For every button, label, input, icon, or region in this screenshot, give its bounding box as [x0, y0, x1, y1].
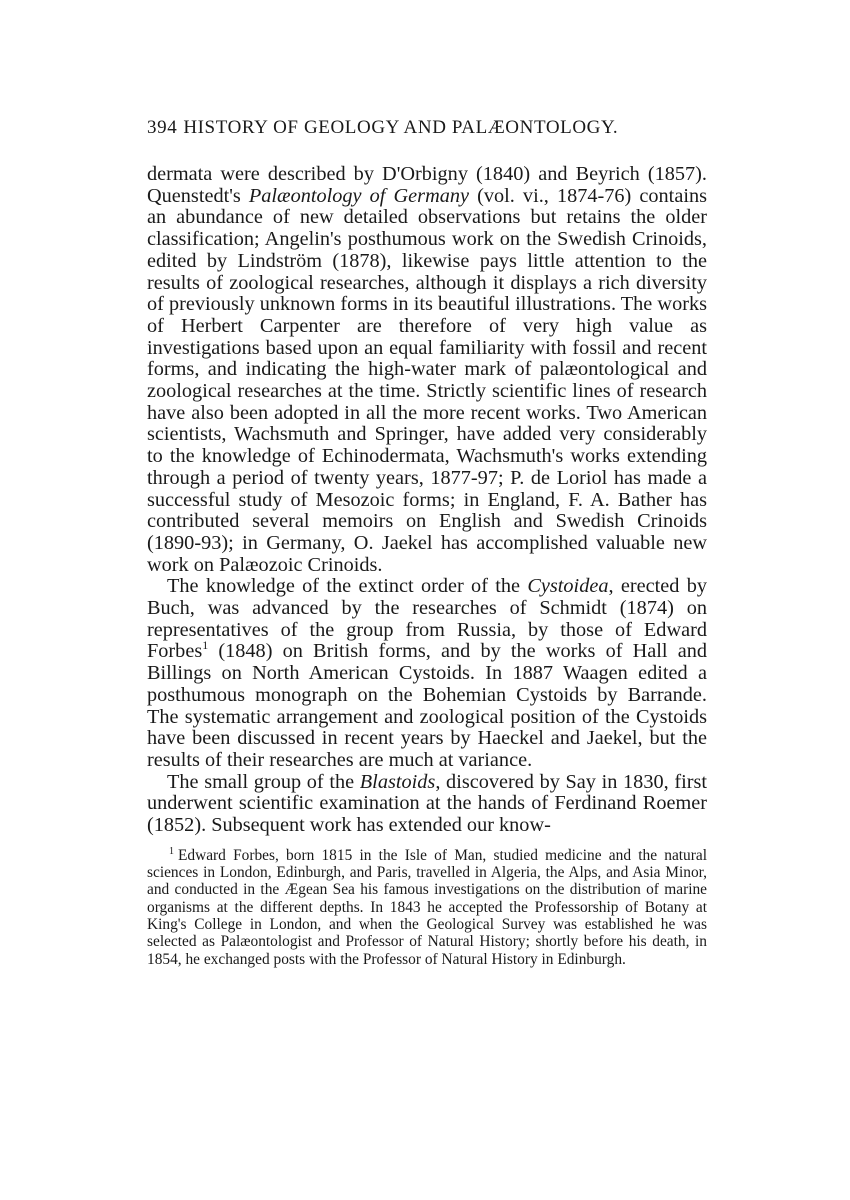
footnote-text: Edward Forbes, born 1815 in the Isle of Man, studied medicine and the natural sciences in London, Edinburgh, and Paris, travelled in Algeria, the Alps, and Asia Minor, and conducted in the Ægean Sea his famous investigations on the distribution of marine organisms at the different depths. In 1843 he accepted the Professorship of Botany at King's College in London, and when the Geological Survey was established he was selected as Palæontologist and Professor of Natural History; shortly before his death, in 1854, he exchanged posts with the Professor of Natural History in Edinburgh. [147, 846, 707, 968]
paragraph-cystoidea [147, 576, 707, 771]
text-span: , erected by Buch, was advanced by the researches of Schmidt (1874) on representatives of the group from Russia, by those of Edward Forbes [147, 575, 708, 663]
footnote [147, 847, 707, 968]
footnote-marker: 1 [202, 638, 209, 653]
taxon-name: Blastoids [359, 770, 436, 793]
taxon-name: Cystoidea [527, 575, 609, 598]
text-span: (vol. vi., 1874-76) contains an abundance of new detailed observations but retains the older classification; Angelin's posthumous work on the Swedish Crinoids, edited by Lindström (1878), likewise pays little attention to the results of zoological researches, although it displays a rich diversity of previously unknown forms in its beautiful illustrations. The works of Herbert Carpenter are therefore of very high value as investigations based upon an equal familiarity with fossil and recent forms, and indicating the high-water mark of palæontological and zoological researches at the time. Strictly scientific lines of research have also been adopted in all the more recent works. Two American scientists, Wachsmuth and Springer, have added very considerably to the knowledge of Echinodermata, Wachsmuth's works extending through a period of twenty years, 1877-97; P. de Loriol has made a successful study of Mesozoic forms; in England, F. A. Bather has contributed several memoirs on English and Swedish Crinoids (1890-93); in Germany, O. Jaekel has accomplished valuable new work on Palæozoic Crinoids. [147, 184, 707, 576]
text-span: dermata were described by D'Orbigny (1840) and Beyrich (1857). Quenstedt's [147, 163, 707, 207]
body-text [147, 164, 707, 837]
text-span: The small group of the [167, 770, 360, 793]
footnote-number: 1 [169, 845, 174, 857]
paragraph-crinoid-literature [147, 164, 707, 576]
running-head [147, 114, 707, 142]
running-title: HISTORY OF GEOLOGY AND PALÆONTOLOGY. [183, 117, 619, 138]
book-page [147, 114, 707, 968]
book-title: Palæontology of Germany [248, 184, 469, 207]
text-span: (1848) on British forms, and by the works of Hall and Billings on North American Cystoids. In 1887 Waagen edited a posthumous monograph on the Bohemian Cystoids by Barrande. The systematic arrangement and zoological position of the Cystoids have been discussed in recent years by Haeckel and Jaekel, but the results of their researches are much at variance. [147, 640, 707, 771]
page-number: 394 [147, 117, 178, 138]
text-span: The knowledge of the extinct order of the [167, 575, 528, 598]
text-span: , discovered by Say in 1830, first underwent scientific examination at the hands of Ferdinand Roemer (1852). Subsequent work has extended our know- [147, 770, 708, 837]
paragraph-blastoids [147, 772, 707, 837]
